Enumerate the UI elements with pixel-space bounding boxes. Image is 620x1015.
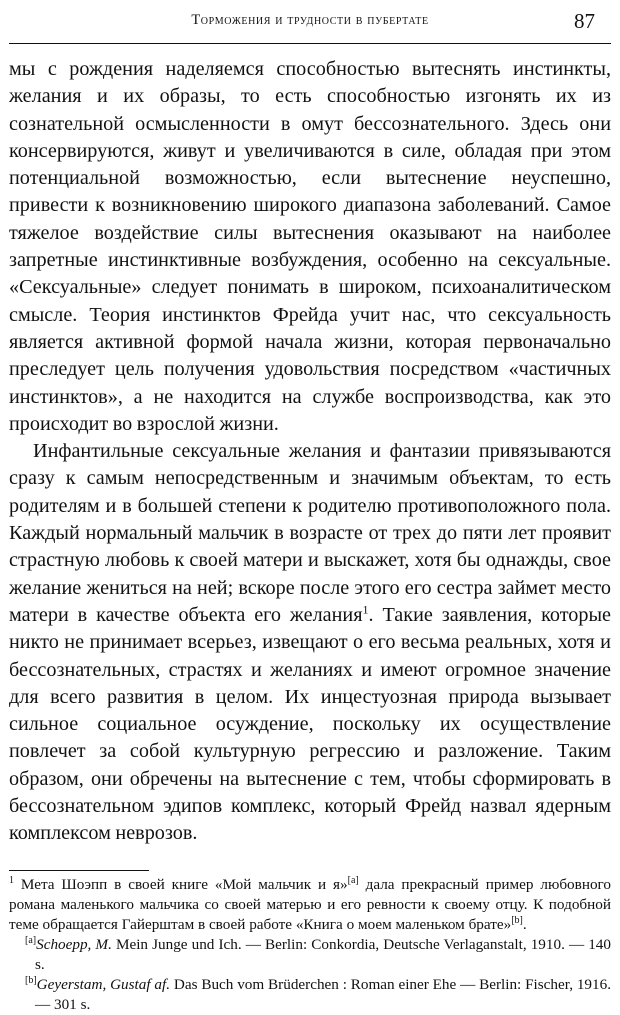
footnote-reference[interactable]: 1 [362,602,369,617]
citation-reference[interactable]: [a] [347,874,359,886]
footnotes [9,875,611,1015]
running-title: Торможения и трудности в пубертате [191,12,429,28]
footnote-text: дала прекрасный пример любовного романа маленького мальчика со своей матерью и его ревности к своему отцу. К подобной теме обращается Гайерштам в своей работе «Книга о моем маленьком брате» [9,875,611,933]
footnote-marker: 1 [9,874,14,886]
reference-marker: [b] [25,974,37,986]
footnote-rule [9,870,149,871]
reference-author: Schoepp, M. [36,935,112,953]
reference-details: Mein Junge und Ich. — Berlin: Conkordia, Deutsche Verlaganstalt, 1910. — 140 s. [35,935,611,973]
bibliographic-reference [9,935,611,975]
reference-marker: [a] [25,934,37,946]
reference-author: Geyerstam, Gustaf af. [36,975,171,993]
page-number: 87 [574,9,595,33]
paragraph: мы с рождения наделяемся способностью вытеснять инстинкты, желания и их образы, то есть способностью изгонять их из сознательной осмысленности в омут бессознательного. Здесь они консервируются, живут и увеличиваются в силе, обладая при этом потенциальной возможностью, если вытеснение неуспешно, привести к возникновению широкого диапазона заболеваний. Самое тяжелое воздействие силы вытеснения оказывают на наиболее запретные инстинктивные возбуждения, особенно на сексуальные. «Сексуальные» следует понимать в широком, психоаналитическом смысле. Теория инстинктов Фрейда учит нас, что сексуальность является активной формой начала жизни, которая первоначально преследует цель получения удовольствия посредством «частичных инстинктов», а не находится на службе воспроизводства, как это происходит во взрослой жизни. [9,58,611,435]
footnote-text: . [522,915,527,933]
paragraph-text: Инфантильные сексуальные желания и фантазии привязываются сразу к самым непосредственным и значимым объектам, то есть родителям и в большей степени к родителю противоположного пола. Каждый нормальный мальчик в возрасте от трех до пяти лет проявит страстную любовь к своей матери и выскажет, хотя бы однажды, свое желание жениться на ней; вскоре после этого его сестра займет место матери в качестве объекта его желания [9,440,611,626]
body-text [9,56,611,848]
paragraph [9,438,611,847]
paragraph-text: . Такие заявления, которые никто не принимает всерьез, извещают о его весьма реальных, хотя и бессознательных, страстях и желаниях и имеют огромное значение для всего развития в целом. Их инцестуозная природа вызывает сильное социальное осуждение, поскольку их осуществление повлечет за собой культурную регрессию и разложение. Таким образом, они обречены на вытеснение с тем, чтобы сформировать в бессознательном эдипов комплекс, который Фрейд назвал ядерным комплексом неврозов. [9,603,611,845]
footnote-text: Мета Шоэпп в своей книге «Мой мальчик и я» [14,875,348,893]
footnote [9,875,611,935]
citation-reference[interactable]: [b] [511,914,523,926]
reference-details: Das Buch vom Brüderchen : Roman einer Ehe — Berlin: Fischer, 1916. — 301 s. [35,975,611,1013]
running-head [9,0,611,44]
